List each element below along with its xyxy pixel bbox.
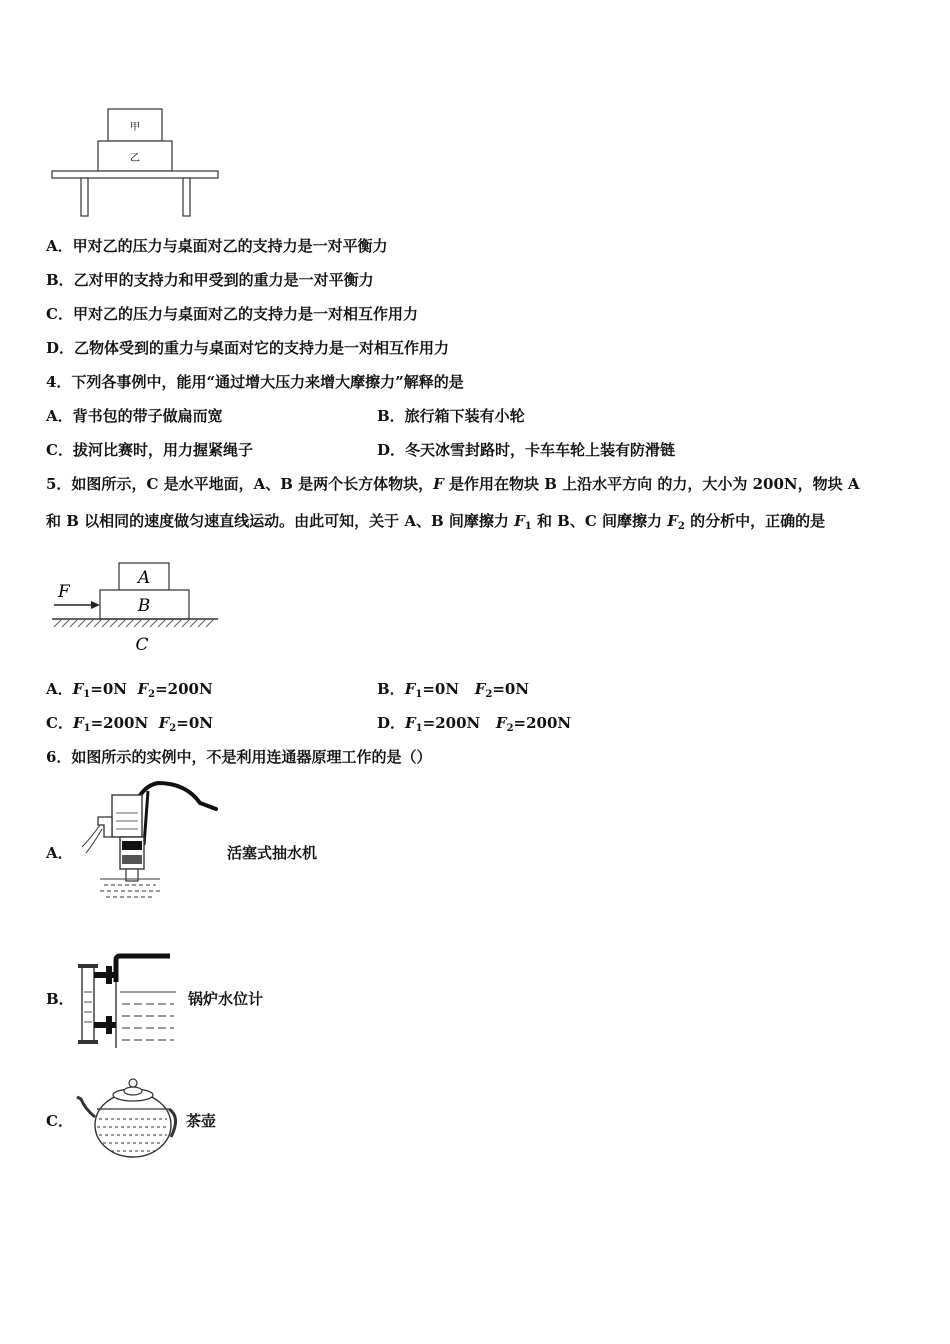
f1-value: =0N [422, 680, 460, 698]
f1-subscript: 1 [83, 723, 91, 734]
f1-value: =200N [422, 714, 481, 732]
q6-option-c-letter: C． [46, 1112, 73, 1130]
f1-symbol: F [72, 714, 84, 732]
f2-subscript: 2 [148, 689, 156, 700]
f1-subscript: 1 [524, 521, 532, 532]
f2-value: =200N [155, 680, 213, 698]
q3-option-b: B．乙对甲的支持力和甲受到的重力是一对平衡力 [46, 271, 374, 289]
q5-stem-line2-b: 和 B、C 间摩擦力 [531, 512, 668, 530]
q5-stem-line1 [46, 474, 859, 494]
f2-value: =200N [513, 714, 572, 732]
arrowhead-icon [91, 601, 100, 609]
block-bottom-label: 乙 [130, 153, 140, 164]
q6-option-b-caption: 锅炉水位计 [188, 990, 264, 1008]
fig-block-b-label: B [137, 596, 151, 616]
q3-option-c: C．甲对乙的压力与桌面对乙的支持力是一对相互作用力 [46, 305, 418, 323]
q4-option-b: B．旅行箱下装有小轮 [377, 407, 525, 425]
q3-option-a: A．甲对乙的压力与桌面对乙的支持力是一对平衡力 [46, 237, 388, 255]
fig-ground-c-label: C [135, 635, 149, 655]
f2-value: =0N [176, 714, 213, 732]
q4-option-a: A．背书包的带子做扁而宽 [46, 407, 223, 425]
q4-stem: 4．下列各事例中，能用“通过增大压力来增大摩擦力”解释的是 [46, 373, 464, 391]
q5-stem-line1-pre: 5．如图所示，C 是水平地面，A、B 是两个长方体物块， [46, 475, 434, 493]
piston-pump-icon [78, 777, 223, 905]
stacked-blocks-force-figure [48, 555, 223, 655]
f2-subscript: 2 [485, 689, 493, 700]
q4-option-d: D．冬天冰雪封路时，卡车车轮上装有防滑链 [377, 441, 676, 459]
option-letter: B． [377, 680, 405, 698]
f1-subscript: 1 [415, 723, 423, 734]
q5-stem-line2-a: 和 B 以相同的速度做匀速直线运动。由此可知，关于 A、B 间摩擦力 [46, 512, 515, 530]
f2-symbol: F [137, 680, 149, 698]
boiler-water-gauge-icon [78, 952, 182, 1050]
f2-symbol: F [667, 512, 678, 530]
f1-symbol: F [404, 680, 416, 698]
f2-value: =0N [492, 680, 530, 698]
teapot-icon [73, 1073, 183, 1165]
f1-symbol: F [72, 680, 84, 698]
q5-option-b [377, 679, 529, 705]
q5-stem-line2-c: 的分析中，正确的是 [684, 512, 826, 530]
option-letter: C． [46, 714, 73, 732]
f2-symbol: F [495, 714, 507, 732]
option-letter: A． [46, 680, 73, 698]
q6-option-a-caption: 活塞式抽水机 [227, 844, 318, 862]
q6-option-a-letter: A． [46, 844, 73, 862]
q6-stem: 6．如图所示的实例中，不是利用连通器原理工作的是（） [46, 748, 432, 766]
f1-value: =200N [90, 714, 149, 732]
q4-option-c: C．拔河比赛时，用力握紧绳子 [46, 441, 253, 459]
q5-stem-line1-post: 是作用在物块 B 上沿水平方向 的力，大小为 200N，物块 A [443, 475, 860, 493]
f2-symbol: F [474, 680, 486, 698]
block-top-label: 甲 [130, 122, 140, 133]
f2-symbol: F [158, 714, 170, 732]
option-letter: D． [377, 714, 406, 732]
q6-option-b-letter: B． [46, 990, 74, 1008]
f2-subscript: 2 [169, 723, 177, 734]
q5-option-a [46, 679, 213, 705]
f1-subscript: 1 [83, 689, 91, 700]
q6-option-c-caption: 茶壶 [186, 1112, 217, 1130]
q5-stem-force-symbol: F [433, 475, 444, 493]
f2-subscript: 2 [677, 521, 685, 532]
fig-block-a-label: A [137, 568, 151, 588]
q5-option-d [377, 713, 571, 739]
q5-stem-line2 [46, 511, 825, 537]
q3-option-d: D．乙物体受到的重力与桌面对它的支持力是一对相互作用力 [46, 339, 450, 357]
blocks-on-table-figure [48, 105, 228, 220]
f1-subscript: 1 [415, 689, 423, 700]
f1-symbol: F [405, 714, 416, 732]
f1-symbol: F [514, 512, 525, 530]
fig-force-label: F [58, 582, 70, 602]
q5-option-c [46, 713, 213, 739]
f2-subscript: 2 [506, 723, 514, 734]
f1-value: =0N [90, 680, 127, 698]
